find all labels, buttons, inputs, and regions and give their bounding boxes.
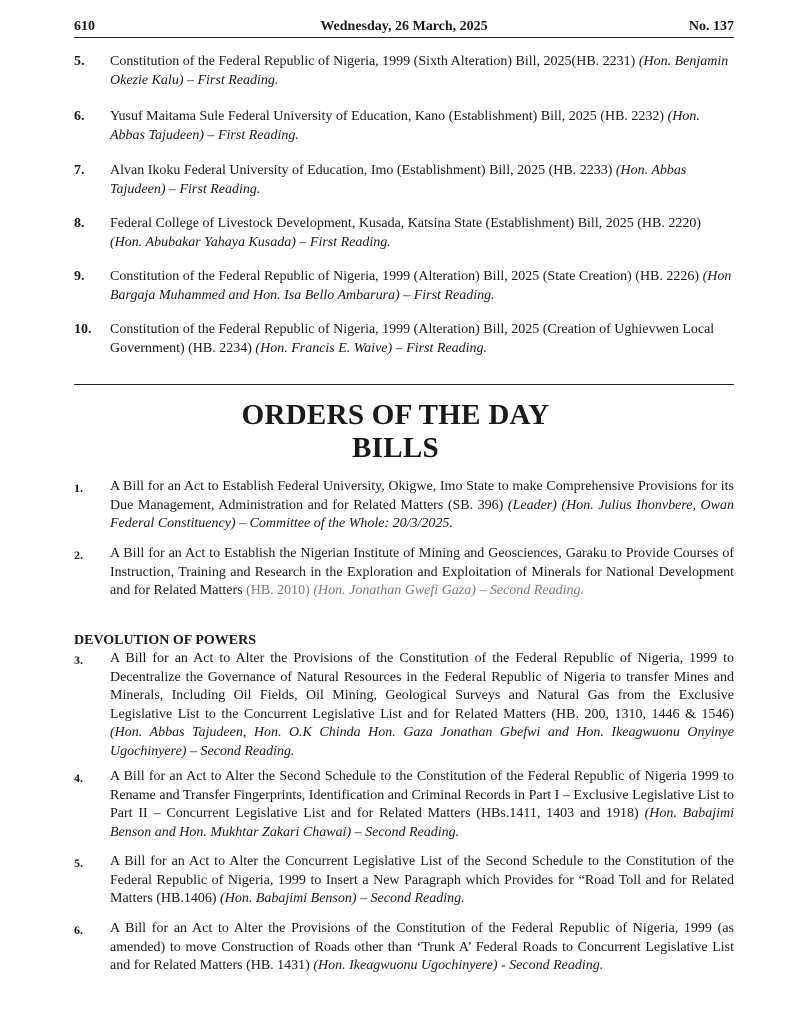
bill-number: 4. [74, 771, 83, 785]
item-sponsor: (Hon. Francis E. Waive) – First Reading. [255, 340, 488, 356]
bill-sponsor: (Hon. Abbas Tajudeen, Hon. O.K Chinda Hon. Gaza Jonathan Gbefwi and Hon. Ikeagwuonu Onyinye Ugochinyere) – Second Reading. [110, 725, 734, 759]
item-number: 10. [74, 322, 92, 337]
issue-number: No. 137 [688, 19, 734, 34]
item-number: 6. [74, 109, 85, 124]
bill-sponsor: (Hon. Jonathan Gwefi Gaza) – Second Reading. [313, 583, 584, 599]
item-text: Yusuf Maitama Sule Federal University of Education, Kano (Establishment) Bill, 2025 (HB. 2232) (Hon. Abbas Tajudeen) – First Reading. [110, 109, 700, 143]
bill-number: 6. [74, 923, 83, 937]
page-number: 610 [74, 19, 95, 34]
header-date: Wednesday, 26 March, 2025 [320, 19, 488, 34]
list-item [74, 268, 734, 305]
item-text: Constitution of the Federal Republic of Nigeria, 1999 (Sixth Alteration) Bill, 2025(HB. 2231) (Hon. Benjamin Okezie Kalu) – First Reading. [110, 54, 729, 88]
bill-sponsor: (Leader) (Hon. Julius Ihonvbere, Owan Federal Constituency) – Committee of the Whole: 20/3/2025. [110, 497, 734, 532]
item-sponsor: (Hon. Abbas Tajudeen) – First Reading. [110, 109, 700, 143]
page-header [74, 19, 734, 37]
item-text: Federal College of Livestock Development, Kusada, Katsina State (Establishment) Bill, 2025 (HB. 2220) (Hon. Abubakar Yahaya Kusada) – First Reading. [110, 216, 701, 250]
item-text: Constitution of the Federal Republic of Nigeria, 1999 (Alteration) Bill, 2025 (Creation of Ughievwen Local Government) (HB. 2234) (Hon. Francis E. Waive) – First Reading. [110, 322, 715, 356]
bill-number: 5. [74, 856, 83, 870]
item-sponsor: (Hon. Benjamin Okezie Kalu) – First Reading. [110, 54, 729, 88]
list-item [74, 53, 734, 90]
bill-item [74, 920, 734, 976]
bills-title: BILLS [352, 432, 439, 464]
header-rule [74, 37, 734, 38]
bill-text: A Bill for an Act to Establish the Nigerian Institute of Mining and Geosciences, Garaku to Provide Courses of Instruction, Training and Research in the Exploration and Exploitation of Minerals for National Development and for Related Matters (HB. 2010) (Hon. Jonathan Gwefi Gaza) – Second Reading. [110, 546, 734, 599]
item-number: 7. [74, 163, 85, 178]
bill-item [74, 545, 734, 601]
item-text: Alvan Ikoku Federal University of Education, Imo (Establishment) Bill, 2025 (HB. 2233) (Hon. Abbas Tajudeen) – First Reading. [110, 163, 687, 197]
item-text: Constitution of the Federal Republic of Nigeria, 1999 (Alteration) Bill, 2025 (State Creation) (HB. 2226) (Hon Bargaja Muhammed and Hon. Isa Bello Ambarura) – First Reading. [110, 269, 732, 303]
item-number: 5. [74, 54, 85, 69]
item-sponsor: (Hon. Abbas Tajudeen) – First Reading. [110, 163, 687, 197]
bill-number: 2. [74, 548, 83, 562]
bill-item [74, 768, 734, 842]
bill-item [74, 853, 734, 909]
bill-text: A Bill for an Act to Alter the Provisions of the Constitution of the Federal Republic of Nigeria, 1999 to Decentralize the Governance of Natural Resources in the Federal Republic of Nigeria to transfer Mines and Minerals, Including Oil Fields, Oil Mining, Geological Surveys and Natural Gas from the Exclusive Legislative List to the Concurrent Legislative List and for Related Matters (HB. 200, 1310, 1446 & 1546) (Hon. Abbas Tajudeen, Hon. O.K Chinda Hon. Gaza Jonathan Gbefwi and Hon. Ikeagwuonu Onyinye Ugochinyere) – Second Reading. [110, 651, 734, 759]
bill-text: A Bill for an Act to Alter the Provisions of the Constitution of the Federal Republic of Nigeria, 1999 (as amended) to move Construction of Roads other than ‘Trunk A’ Federal Roads to Concurrent Legislative List and for Related Matters (HB. 1431) (Hon. Ikeagwuonu Ugochinyere) - Second Reading. [110, 921, 734, 974]
item-sponsor: (Hon Bargaja Muhammed and Hon. Isa Bello Ambarura) – First Reading. [110, 269, 732, 303]
bill-sponsor: (Hon. Ikeagwuonu Ugochinyere) - Second Reading. [313, 958, 604, 974]
bill-text: A Bill for an Act to Alter the Second Schedule to the Constitution of the Federal Republic of Nigeria 1999 to Rename and Transfer Fingerprints, Identification and Criminal Records in Part I – Exclusive Legislative List to Part II – Concurrent Legislative List and for Related Matters (HBs.1411, 1403 and 1918) (Hon. Babajimi Benson and Hon. Mukhtar Zakari Chawai) – Second Reading. [110, 769, 735, 840]
bill-number: 1. [74, 481, 83, 495]
section-divider [74, 384, 734, 385]
item-number: 8. [74, 216, 85, 231]
list-item [74, 162, 734, 199]
bill-sponsor: (Hon. Babajimi Benson and Hon. Mukhtar Zakari Chawai) – Second Reading. [110, 806, 735, 840]
item-number: 9. [74, 269, 85, 284]
orders-title: ORDERS OF THE DAY [241, 399, 550, 431]
list-item [74, 108, 734, 145]
item-sponsor: (Hon. Abubakar Yahaya Kusada) – First Reading. [110, 234, 391, 250]
bill-number: 3. [74, 653, 83, 667]
bill-item [74, 478, 734, 534]
list-item [74, 321, 734, 358]
bill-text: A Bill for an Act to Alter the Concurrent Legislative List of the Second Schedule to the Constitution of the Federal Republic of Nigeria, 1999 to Insert a New Paragraph which Provides for “Road Toll and for Related Matters (HB.1406) (Hon. Babajimi Benson) – Second Reading. [110, 854, 734, 907]
bill-item [74, 650, 734, 762]
bill-sponsor: (Hon. Babajimi Benson) – Second Reading. [220, 891, 465, 907]
bill-text: A Bill for an Act to Establish Federal University, Okigwe, Imo State to make Comprehensive Provisions for its Due Management, Administration and for Related Matters (SB. 396) (Leader) (Hon. Julius Ihonvbere, Owan Federal Constituency) – Committee of the Whole: 20/3/2025. [110, 479, 734, 532]
bill-reference: (HB. 2010) [246, 583, 314, 599]
devolution-heading: DEVOLUTION OF POWERS [74, 633, 256, 648]
list-item [74, 215, 734, 252]
